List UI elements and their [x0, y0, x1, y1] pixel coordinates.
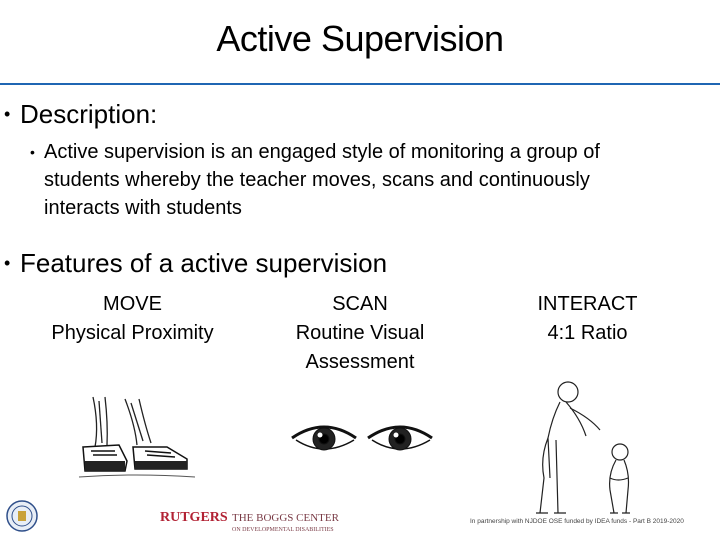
- boggs-logo-line-1: THE BOGGS CENTER: [232, 512, 339, 524]
- description-line-2: students whereby the teacher moves, scans and continuously: [44, 169, 590, 191]
- column-move-subheading: Physical Proximity: [51, 322, 214, 344]
- description-line-3: interacts with students: [44, 197, 242, 219]
- column-move: [20, 290, 245, 348]
- bullet-features: [4, 248, 388, 278]
- bullet-features-label: Features of a active supervision: [20, 248, 388, 278]
- column-interact-heading: INTERACT: [537, 293, 638, 315]
- bullet-description: [4, 99, 158, 129]
- column-scan-line-3: Assessment: [305, 351, 415, 373]
- left-eye: [292, 427, 356, 450]
- sub-bullet-dot: •: [30, 144, 35, 160]
- bullet-description-label: Description:: [20, 99, 158, 129]
- rutgers-logo: [160, 510, 228, 526]
- eyes-illustration: [288, 418, 438, 460]
- column-scan-heading: SCAN: [332, 293, 388, 315]
- right-eye: [368, 427, 432, 450]
- walking-feet-illustration: [75, 395, 200, 480]
- boggs-logo-line-2: ON DEVELOPMENTAL DISABILITIES: [232, 527, 334, 533]
- bullet-dot: •: [4, 253, 11, 273]
- column-move-heading: MOVE: [103, 293, 162, 315]
- funding-credit: In partnership with NJDOE OSE funded by IDEA funds - Part B 2019-2020: [470, 518, 684, 525]
- bullet-dot: •: [4, 104, 11, 124]
- column-interact-subheading: 4:1 Ratio: [547, 322, 628, 344]
- nj-state-seal-logo: [6, 500, 38, 536]
- column-scan-line-2: Routine Visual: [295, 322, 425, 344]
- rutgers-logo-text: RUTGERS: [160, 510, 228, 525]
- description-text: [30, 138, 600, 222]
- teacher-student-interaction-illustration: [530, 378, 650, 518]
- column-interact: [480, 290, 695, 348]
- description-line-1: Active supervision is an engaged style of monitoring a group of: [44, 141, 600, 163]
- boggs-center-logo: [232, 512, 339, 536]
- column-scan: [250, 290, 470, 377]
- slide-title: Active Supervision: [216, 18, 504, 59]
- title-divider: [0, 83, 720, 85]
